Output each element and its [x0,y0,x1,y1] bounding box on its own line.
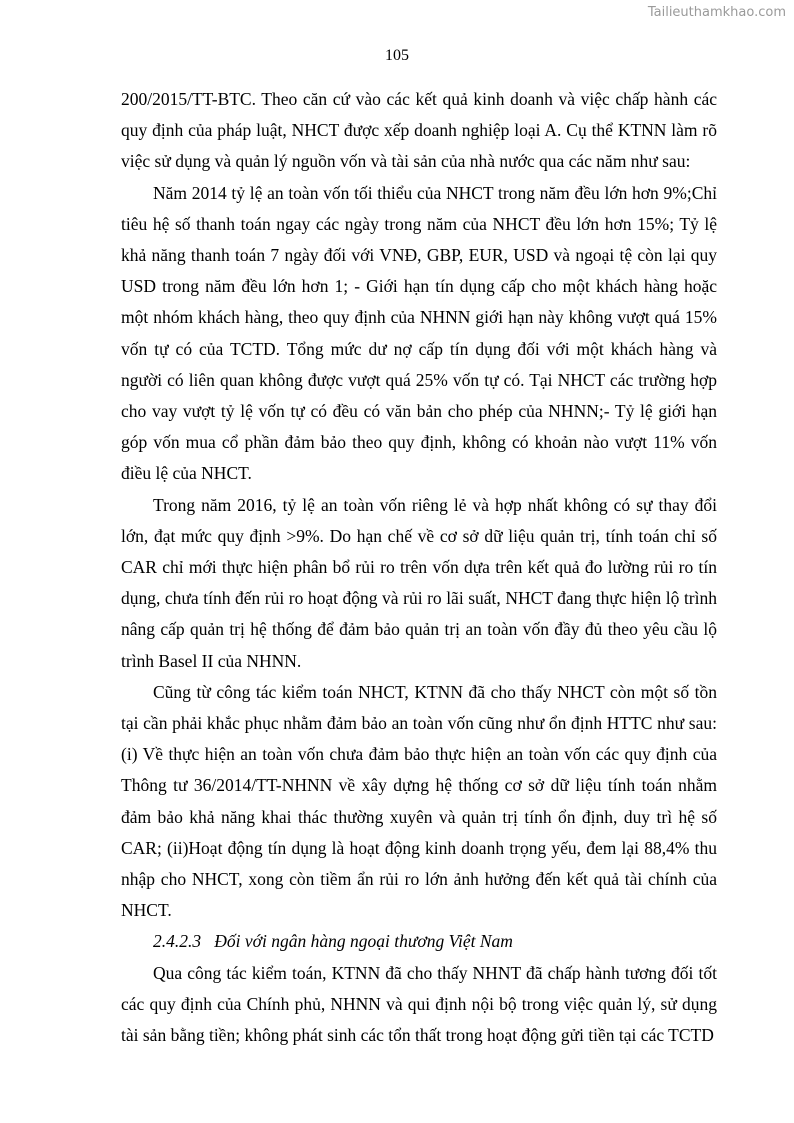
watermark: Tailieuthamkhao.com [647,5,786,20]
section-heading: 2.4.2.3 Đối với ngân hàng ngoại thương Việt Nam [153,931,513,952]
paragraph: Năm 2014 tỷ lệ an toàn vốn tối thiểu của NHCT trong năm đều lớn hơn 9%;Chỉ tiêu hệ số thanh toán ngay các ngày trong năm của NHCT đều lớn hơn 15%; Tỷ lệ khả năng thanh toán 7 ngày đối với VNĐ, GBP, EUR, USD và ngoại tệ còn lại quy USD trong năm đều lớn hơn 1; - Giới hạn tín dụng cấp cho một khách hàng hoặc một nhóm khách hàng, theo quy định của NHNN giới hạn này không vượt quá 15% vốn tự có của TCTD. Tổng mức dư nợ cấp tín dụng đối với một khách hàng và người có liên quan không được vượt quá 25% vốn tự có. Tại NHCT các trường hợp cho vay vượt tỷ lệ vốn tự có đều có văn bản cho phép của NHNN;- Tỷ lệ giới hạn góp vốn mua cổ phần đảm bảo theo quy định, không có khoản nào vượt 11% vốn điều lệ của NHCT. [121,182,717,484]
paragraph: 200/2015/TT-BTC. Theo căn cứ vào các kết quả kinh doanh và việc chấp hành các quy định của pháp luật, NHCT được xếp doanh nghiệp loại A. Cụ thể KTNN làm rõ việc sử dụng và quản lý nguồn vốn và tài sản của nhà nước qua các năm như sau: [121,89,717,172]
body-text [121,84,717,1051]
paragraph: Qua công tác kiểm toán, KTNN đã cho thấy NHNT đã chấp hành tương đối tốt các quy định của Chính phủ, NHNN và qui định nội bộ trong việc quản lý, sử dụng tài sản bằng tiền; không phát sinh các tổn thất trong hoạt động gửi tiền tại các TCTD [121,962,717,1046]
page-number: 105 [385,47,409,64]
paragraph: Cũng từ công tác kiểm toán NHCT, KTNN đã cho thấy NHCT còn một số tồn tại cần phải khắc phục nhằm đảm bảo an toàn vốn cũng như ổn định HTTC như sau: (i) Về thực hiện an toàn vốn chưa đảm bảo thực hiện an toàn vốn các quy định của Thông tư 36/2014/TT-NHNN về xây dựng hệ thống cơ sở dữ liệu tính toán nhằm đảm bảo khả năng khai thác thường xuyên và quản trị tính ổn định, duy trì hệ số CAR; (ii)Hoạt động tín dụng là hoạt động kinh doanh trọng yếu, đem lại 88,4% thu nhập cho NHCT, xong còn tiềm ẩn rủi ro lớn ảnh hưởng đến kết quả tài chính của NHCT. [121,681,717,921]
paragraph: Trong năm 2016, tỷ lệ an toàn vốn riêng lẻ và hợp nhất không có sự thay đổi lớn, đạt mức quy định >9%. Do hạn chế về cơ sở dữ liệu quản trị, tính toán chỉ số CAR chỉ mới thực hiện phân bổ rủi ro trên vốn dựa trên kết quả đo lường rủi ro tín dụng, chưa tính đến rủi ro hoạt động và rủi ro lãi suất, NHCT đang thực hiện lộ trình nâng cấp quản trị hệ thống để đảm bảo quản trị an toàn vốn đầy đủ theo yêu cầu lộ trình Basel II của NHNN. [121,494,717,671]
